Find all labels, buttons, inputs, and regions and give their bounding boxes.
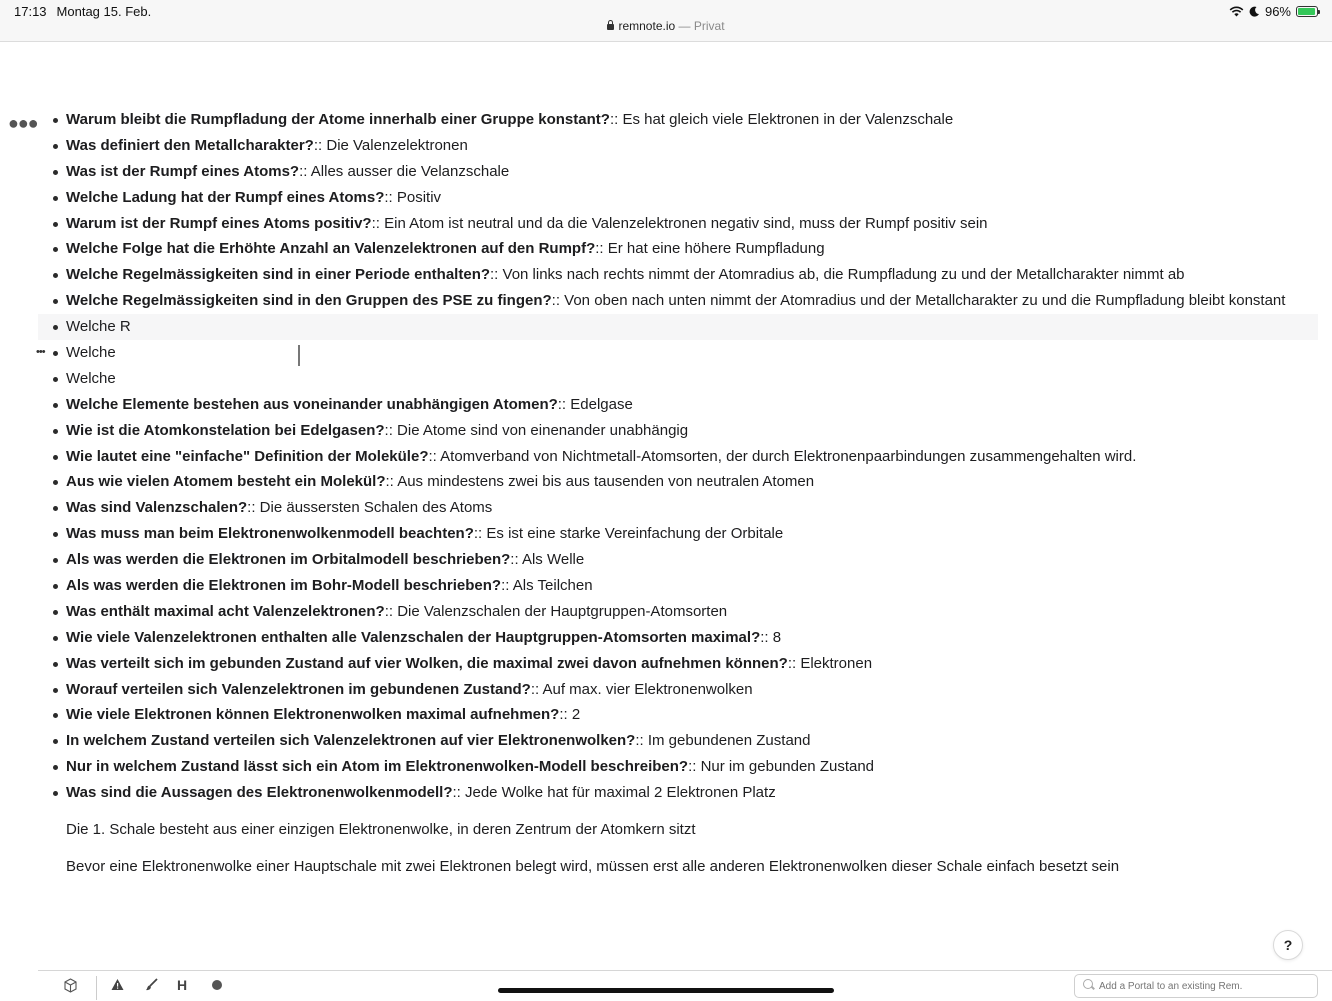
rem-text: Welche [66,369,116,387]
battery-icon [1296,6,1318,17]
rem-answer: :: Edelgase [557,395,633,413]
rem-question: Was verteilt sich im gebunden Zustand auf vier Wolken, die maximal zwei davon aufnehmen können? [66,654,788,672]
rem-question: Aus wie vielen Atomem besteht ein Molekül? [66,473,386,491]
rem-answer: :: Die Valenzelektronen [313,136,468,154]
rem-question: Wie viele Valenzelektronen enthalten alle Valenzschalen der Hauptgruppen-Atomsorten maximal? [66,628,761,646]
wifi-icon [1229,6,1244,17]
bullet-icon[interactable] [53,222,58,227]
rem-answer: :: Die Atome sind von einenander unabhängig [384,421,689,439]
rem-item[interactable] [38,314,1318,340]
rem-question: Was muss man beim Elektronenwolkenmodell beachten? [66,525,474,543]
rem-answer: :: Auf max. vier Elektronenwolken [530,680,753,698]
bullet-icon[interactable] [53,351,58,356]
warning-triangle-icon[interactable] [111,978,124,991]
rem-question: Als was werden die Elektronen im Bohr-Modell beschrieben? [66,577,502,595]
rem-question: Wie viele Elektronen können Elektronenwolken maximal aufnehmen? [66,706,560,724]
rem-question: Welche Regelmässigkeiten sind in den Gruppen des PSE zu fingen? [66,292,552,310]
bullet-icon[interactable] [53,506,58,511]
rem-question: Warum ist der Rumpf eines Atoms positiv? [66,214,372,232]
rem-answer: :: Er hat eine höhere Rumpfladung [595,240,825,258]
rem-question: Als was werden die Elektronen im Orbitalmodell beschrieben? [66,551,511,569]
battery-level [1298,8,1315,15]
bullet-icon[interactable] [53,299,58,304]
bullet-icon[interactable] [53,739,58,744]
rem-answer: :: Die äussersten Schalen des Atoms [247,499,493,517]
rem-answer: :: Als Welle [510,551,585,569]
bullet-icon[interactable] [53,247,58,252]
heading-icon[interactable]: H [177,977,188,993]
toolbar-divider [96,976,97,1000]
rem-item[interactable] [38,211,1318,237]
rem-answer: :: Jede Wolke hat für maximal 2 Elektronen Platz [452,784,776,802]
bullet-icon[interactable] [53,196,58,201]
rem-item[interactable] [38,702,1318,728]
drag-handle-icon[interactable]: ••• [36,346,45,359]
rem-item[interactable] [38,625,1318,651]
bullet-icon[interactable] [53,791,58,796]
rem-item[interactable] [38,262,1318,288]
status-bar [0,0,1332,42]
rem-answer: :: Von oben nach unten nimmt der Atomradius und der Metallcharakter zu und die Rumpfladung bleibt konstant [551,292,1286,310]
rem-item[interactable] [38,780,1318,806]
text-cursor [298,345,300,366]
circle-icon[interactable] [212,980,222,990]
rem-item[interactable] [38,728,1318,754]
brush-icon[interactable] [145,978,158,991]
rem-text: Welche [66,344,116,362]
bullet-icon[interactable] [53,480,58,485]
rem-item[interactable] [38,159,1318,185]
bullet-icon[interactable] [53,765,58,770]
address-bar[interactable] [0,19,1332,33]
bullet-icon[interactable] [53,377,58,382]
rem-question: Was sind Valenzschalen? [66,499,248,517]
rem-answer: :: Elektronen [787,654,873,672]
bullet-icon[interactable] [53,688,58,693]
rem-question: Welche Ladung hat der Rumpf eines Atoms? [66,188,385,206]
portal-search-input[interactable] [1074,974,1318,998]
rem-question: Wie ist die Atomkonstelation bei Edelgasen? [66,421,385,439]
help-button[interactable]: ? [1273,930,1303,960]
rem-answer: :: Atomverband von Nichtmetall-Atomsorten, der durch Elektronenpaarbindungen zusammengehalten wird. [428,447,1137,465]
rem-item[interactable] [38,444,1318,470]
rem-item[interactable] [38,754,1318,780]
rem-answer: :: Als Teilchen [501,577,593,595]
rem-question: Welche Elemente bestehen aus voneinander unabhängigen Atomen? [66,395,558,413]
paragraph[interactable]: Die 1. Schale besteht aus einer einzigen Elektronenwolke, in deren Zentrum der Atomkern sitzt [66,821,696,838]
home-indicator[interactable] [498,988,834,993]
rem-question: Was enthält maximal acht Valenzelektronen? [66,602,385,620]
url-text: remnote.io [618,19,676,33]
rem-item[interactable] [38,236,1318,262]
more-horizontal-icon[interactable]: ●●● [8,113,38,133]
battery-percent: 96% [1264,4,1291,19]
bullet-icon[interactable] [53,144,58,149]
rem-answer: :: 2 [559,706,581,724]
rem-item[interactable] [38,677,1318,703]
search-icon [1083,979,1093,989]
rem-answer: :: Es hat gleich viele Elektronen in der Valenzschale [609,111,954,128]
rem-answer: :: Im gebundenen Zustand [635,732,811,750]
status-indicators [1229,4,1318,19]
bullet-icon[interactable] [53,584,58,589]
bullet-icon[interactable] [53,532,58,537]
rem-question: Wie lautet eine "einfache" Definition der Moleküle? [66,447,429,465]
bullet-icon[interactable] [53,455,58,460]
rem-question: Worauf verteilen sich Valenzelektronen im gebundenen Zustand? [66,680,531,698]
rem-item[interactable] [38,185,1318,211]
rem-question: Welche Regelmässigkeiten sind in einer Periode enthalten? [66,266,491,284]
rem-item[interactable] [38,133,1318,159]
status-time: 17:13 [14,4,47,19]
rem-item[interactable] [38,651,1318,677]
moon-icon [1249,6,1260,17]
rem-question: Welche Folge hat die Erhöhte Anzahl an Valenzelektronen auf den Rumpf? [66,240,596,258]
url-private-label: — Privat [678,19,725,33]
rem-text: Welche R [66,318,131,336]
rem-item[interactable] [38,521,1318,547]
rem-answer: :: Von links nach rechts nimmt der Atomradius ab, die Rumpfladung zu und der Metallcharakter nimmt ab [490,266,1185,284]
bullet-icon[interactable] [53,558,58,563]
rem-item[interactable] [38,547,1318,573]
rem-question: Was ist der Rumpf eines Atoms? [66,162,300,180]
rem-item[interactable] [38,469,1318,495]
cube-icon[interactable] [63,978,78,993]
rem-question: Nur in welchem Zustand lässt sich ein Atom im Elektronenwolken-Modell beschreiben? [66,758,689,776]
rem-item[interactable] [38,418,1318,444]
bullet-icon[interactable] [53,170,58,175]
rem-question: Was definiert den Metallcharakter? [66,136,314,154]
rem-item[interactable] [38,340,1318,366]
rem-item[interactable] [38,366,1318,392]
lock-icon [607,24,614,30]
paragraph[interactable]: Bevor eine Elektronenwolke einer Hauptschale mit zwei Elektronen belegt wird, müssen erst alle anderen Elektronenwolken dieser Schale einfach besetzt sein [66,858,1120,875]
bullet-icon[interactable] [53,636,58,641]
rem-answer: :: Nur im gebunden Zustand [688,758,875,776]
rem-item[interactable] [38,495,1318,521]
rem-answer: :: Alles ausser die Velanzschale [299,162,510,180]
rem-item[interactable] [38,573,1318,599]
bullet-icon[interactable] [53,713,58,718]
rem-item[interactable] [38,599,1318,625]
rem-item[interactable] [38,107,1318,133]
rem-question: Warum bleibt die Rumpfladung der Atome innerhalb einer Gruppe konstant? [66,111,610,128]
rem-question: In welchem Zustand verteilen sich Valenzelektronen auf vier Elektronenwolken? [66,732,636,750]
status-date: Montag 15. Feb. [56,4,152,19]
bullet-icon[interactable] [53,610,58,615]
bullet-icon[interactable] [53,273,58,278]
rem-question: Was sind die Aussagen des Elektronenwolkenmodell? [66,784,453,802]
rem-answer: :: Die Valenzschalen der Hauptgruppen-Atomsorten [384,602,728,620]
status-time-date [14,4,151,19]
bullet-icon[interactable] [53,403,58,408]
bullet-icon[interactable] [53,662,58,667]
rem-answer: :: Ein Atom ist neutral und da die Valenzelektronen negativ sind, muss der Rumpf positiv sein [371,214,988,232]
bullet-icon[interactable] [53,118,58,123]
bullet-icon[interactable] [53,429,58,434]
rem-answer: :: Positiv [384,188,442,206]
rem-answer: :: Es ist eine starke Vereinfachung der Orbitale [473,525,784,543]
rem-answer: :: Aus mindestens zwei bis aus tausenden von neutralen Atomen [385,473,815,491]
rem-list [38,107,1318,806]
bullet-icon[interactable] [53,325,58,330]
rem-item[interactable] [38,288,1318,314]
rem-item[interactable] [38,392,1318,418]
rem-answer: :: 8 [760,628,782,646]
